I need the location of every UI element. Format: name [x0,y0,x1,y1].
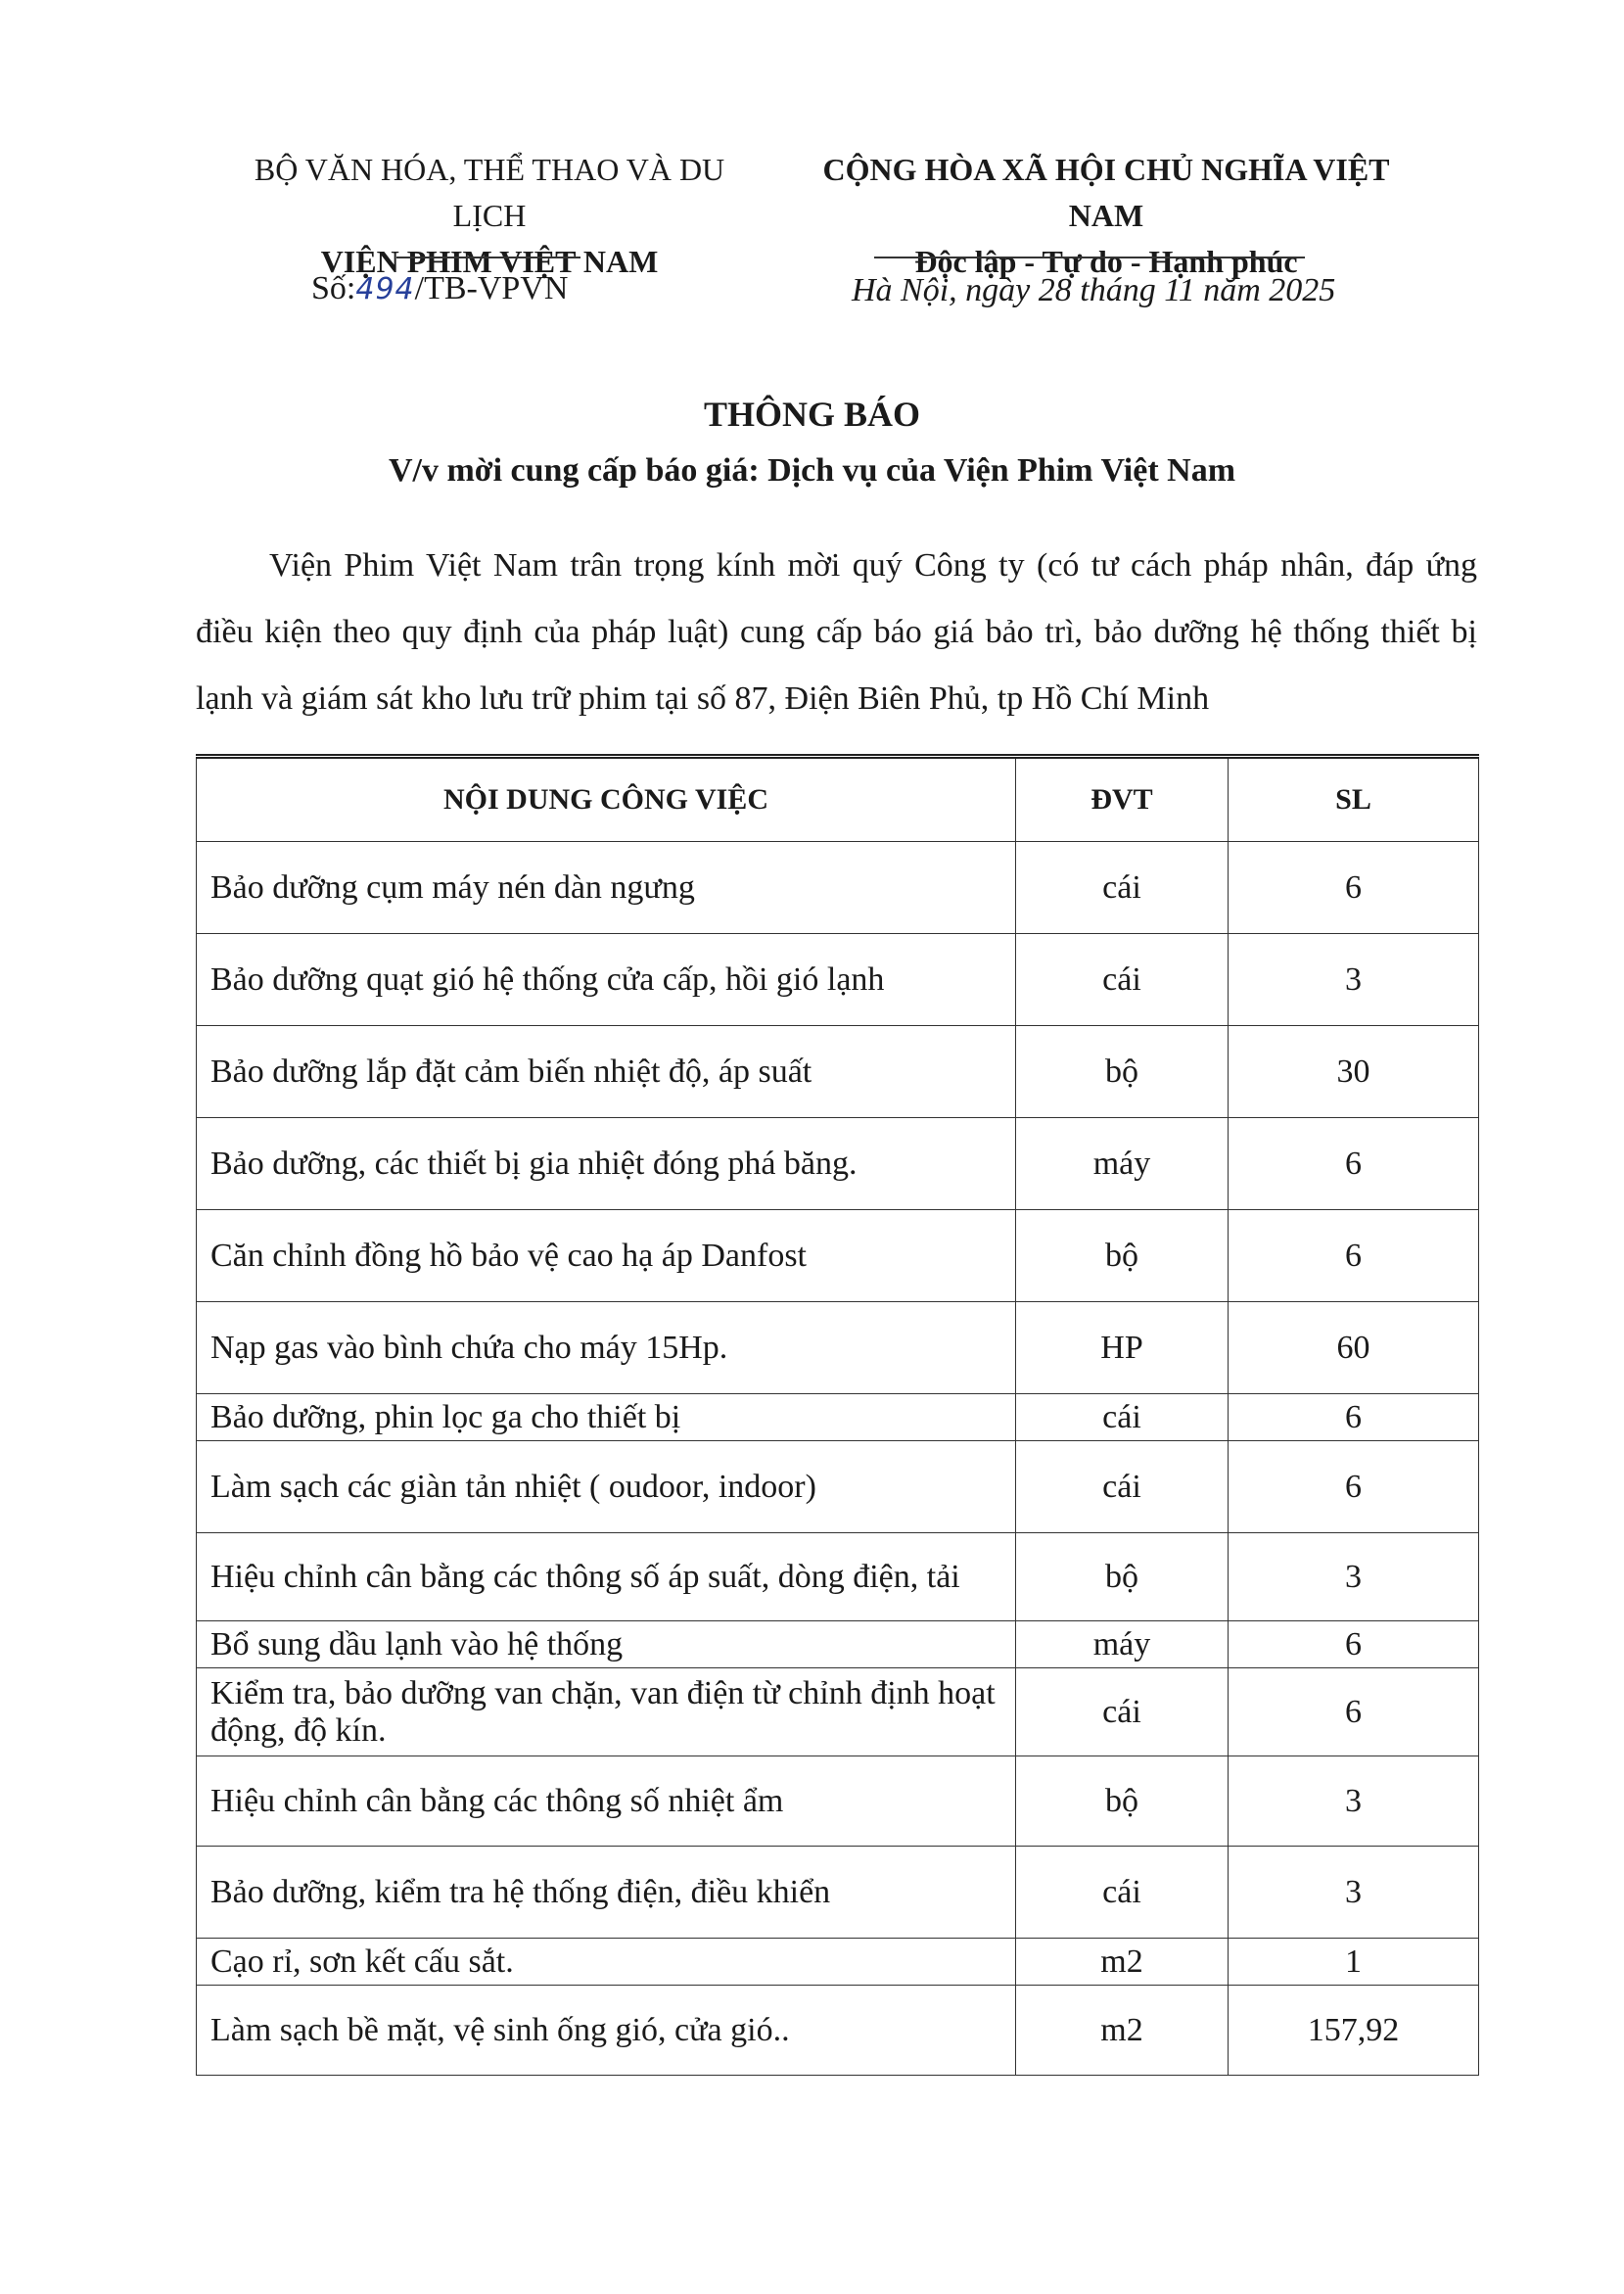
task-cell: Căn chỉnh đồng hồ bảo vệ cao hạ áp Danfost [197,1210,1016,1302]
task-cell: Hiệu chỉnh cân bằng các thông số nhiệt ẩm [197,1756,1016,1847]
qty-cell: 6 [1229,1441,1479,1533]
task-cell: Bảo dưỡng, các thiết bị gia nhiệt đóng phá băng. [197,1118,1016,1210]
table-row [197,1986,1479,2076]
unit-cell: bộ [1016,1026,1229,1118]
table-row [197,1302,1479,1394]
task-cell: Bảo dưỡng quạt gió hệ thống cửa cấp, hồi gió lạnh [197,934,1016,1026]
task-cell: Bảo dưỡng, kiểm tra hệ thống điện, điều khiển [197,1847,1016,1939]
unit-cell: m2 [1016,1939,1229,1986]
unit-cell: bộ [1016,1210,1229,1302]
doc-number-suffix: /TB-VPVN [414,270,569,306]
task-cell: Kiểm tra, bảo dưỡng van chặn, van điện từ chỉnh định hoạt động, độ kín. [197,1668,1016,1756]
unit-cell: m2 [1016,1986,1229,2076]
unit-cell: máy [1016,1621,1229,1668]
header-task: NỘI DUNG CÔNG VIỆC [197,757,1016,842]
task-cell: Nạp gas vào bình chứa cho máy 15Hp. [197,1302,1016,1394]
unit-cell: cái [1016,1394,1229,1441]
qty-cell: 1 [1229,1939,1479,1986]
qty-cell: 6 [1229,1621,1479,1668]
header-left [215,147,764,285]
task-cell: Làm sạch các giàn tản nhiệt ( oudoor, indoor) [197,1441,1016,1533]
unit-cell: bộ [1016,1533,1229,1621]
table-row [197,1210,1479,1302]
unit-cell: HP [1016,1302,1229,1394]
unit-cell: cái [1016,934,1229,1026]
left-divider [396,257,580,258]
unit-cell: bộ [1016,1756,1229,1847]
task-cell: Hiệu chỉnh cân bằng các thông số áp suất, dòng điện, tải [197,1533,1016,1621]
motto: Độc lập - Tự do - Hạnh phúc [914,244,1298,279]
table-row [197,1441,1479,1533]
header-unit: ĐVT [1016,757,1229,842]
agency-name: VIỆN PHIM VIỆT NAM [320,244,659,279]
task-cell: Bảo dưỡng cụm máy nén dàn ngưng [197,842,1016,934]
document-subtitle: V/v mời cung cấp báo giá: Dịch vụ của Viện Phim Việt Nam [388,452,1236,489]
qty-cell: 6 [1229,1394,1479,1441]
table-row [197,1939,1479,1986]
doc-number-handwritten: 494 [355,272,415,306]
document-number [311,270,568,307]
table-row [197,1847,1479,1939]
qty-cell: 6 [1229,1210,1479,1302]
qty-cell: 3 [1229,1847,1479,1939]
qty-cell: 3 [1229,1533,1479,1621]
task-cell: Cạo rỉ, sơn kết cấu sắt. [197,1939,1016,1986]
place-date: Hà Nội, ngày 28 tháng 11 năm 2025 [852,272,1336,308]
unit-cell: cái [1016,1847,1229,1939]
document-title: THÔNG BÁO [703,395,921,434]
country-name: CỘNG HÒA XÃ HỘI CHỦ NGHĨA VIỆT NAM [822,152,1390,233]
table-row [197,934,1479,1026]
table-row [197,1026,1479,1118]
intro-paragraph: Viện Phim Việt Nam trân trọng kính mời quý Công ty (có tư cách pháp nhân, đáp ứng điều kiện theo quy định của pháp luật) cung cấp báo giá bảo trì, bảo dưỡng hệ thống thiết bị lạnh và giám sát kho lưu trữ phim tại số 87, Điện Biên Phủ, tp Hồ Chí Minh [196,547,1477,717]
qty-cell: 6 [1229,1668,1479,1756]
table-header-row [197,757,1479,842]
qty-cell: 30 [1229,1026,1479,1118]
service-table [196,754,1479,2076]
qty-cell: 60 [1229,1302,1479,1394]
table-row [197,1394,1479,1441]
qty-cell: 3 [1229,934,1479,1026]
right-divider [874,257,1305,258]
header-qty: SL [1229,757,1479,842]
task-cell: Bảo dưỡng lắp đặt cảm biến nhiệt độ, áp suất [197,1026,1016,1118]
table-row [197,1668,1479,1756]
task-cell: Bổ sung dầu lạnh vào hệ thống [197,1621,1016,1668]
qty-cell: 157,92 [1229,1986,1479,2076]
header-right [783,147,1429,285]
doc-number-prefix: Số: [311,270,356,306]
table-row [197,1533,1479,1621]
table-row [197,1118,1479,1210]
qty-cell: 6 [1229,1118,1479,1210]
table-row [197,1756,1479,1847]
table-row [197,1621,1479,1668]
unit-cell: cái [1016,1668,1229,1756]
unit-cell: cái [1016,842,1229,934]
qty-cell: 3 [1229,1756,1479,1847]
ministry-name: BỘ VĂN HÓA, THỂ THAO VÀ DU LỊCH [254,152,725,233]
table-row [197,842,1479,934]
task-cell: Làm sạch bề mặt, vệ sinh ống gió, cửa gió.. [197,1986,1016,2076]
qty-cell: 6 [1229,842,1479,934]
task-cell: Bảo dưỡng, phin lọc ga cho thiết bị [197,1394,1016,1441]
unit-cell: máy [1016,1118,1229,1210]
unit-cell: cái [1016,1441,1229,1533]
